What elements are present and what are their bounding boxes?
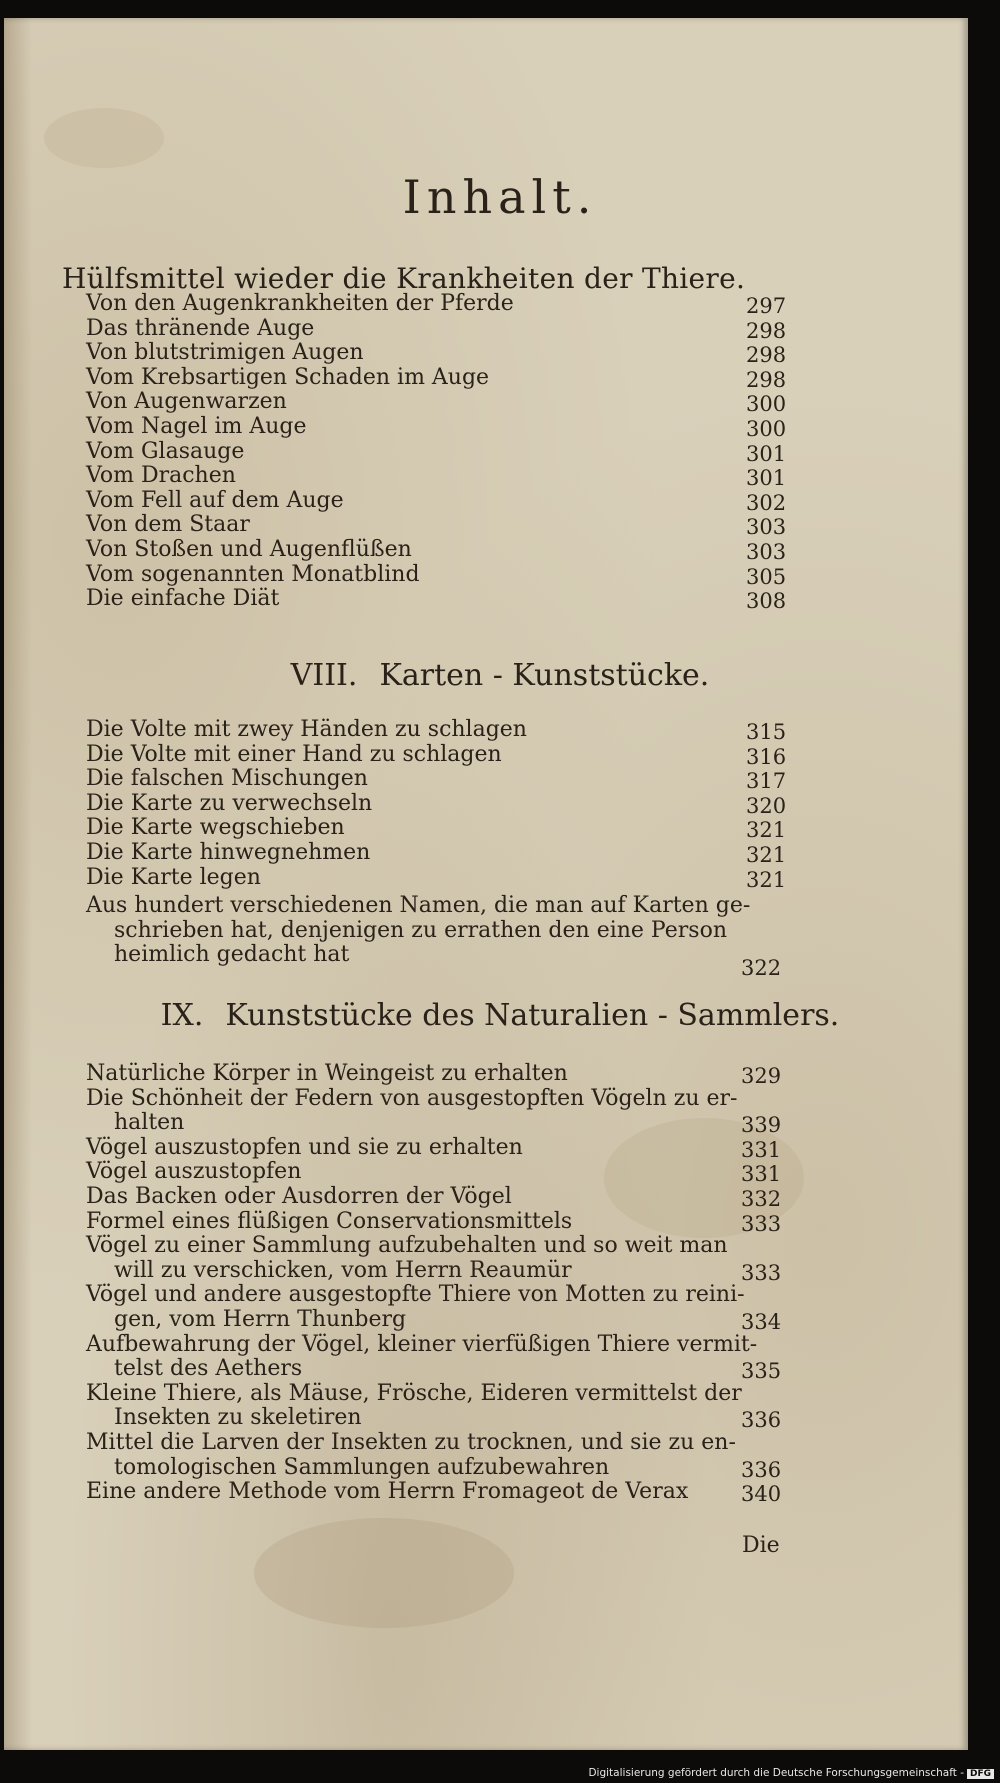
entry-line: Insekten zu skeletiren	[114, 1405, 362, 1431]
page-number: 316	[746, 744, 787, 769]
page-number: 301	[746, 441, 787, 466]
page-number: 298	[746, 367, 787, 392]
entry-line: tomologischen Sammlungen aufzubewahren	[114, 1454, 610, 1480]
paper-stain	[254, 1518, 514, 1628]
eye-disease-entries	[86, 292, 786, 612]
toc-entry	[86, 366, 786, 391]
page-number: 336	[741, 1408, 782, 1433]
entry-line: Vögel zu einer Sammlung aufzubehalten und so weit man	[86, 1233, 728, 1259]
entry-title: Die Karte zu verwechseln	[86, 790, 373, 816]
page-number: 331	[741, 1162, 782, 1187]
entry-line: telst des Aethers	[114, 1356, 303, 1382]
toc-entry	[86, 866, 786, 891]
toc-entry	[86, 792, 786, 817]
toc-entry	[86, 1429, 782, 1482]
toc-entry	[86, 1061, 782, 1088]
chapter-viii-entries	[86, 718, 786, 890]
page-number: 300	[746, 392, 787, 417]
chapter-ix-number: IX.	[160, 998, 204, 1033]
toc-entry	[86, 718, 786, 743]
page-number: 332	[741, 1186, 782, 1211]
section-heading: Hülfsmittel wieder die Krankheiten der Thiere.	[62, 262, 746, 295]
entry-line: schrieben hat, denjenigen zu errathen den eine Person	[114, 917, 727, 943]
toc-entry	[86, 563, 786, 588]
page-number: 297	[746, 294, 787, 318]
entry-line: Die Schönheit der Federn von ausgestopften Vögeln zu er-	[86, 1085, 738, 1111]
dfg-logo: DFG	[967, 1769, 994, 1779]
page-number: 298	[746, 343, 787, 368]
page-number: 302	[746, 490, 787, 515]
entry-line: Vögel auszustopfen und sie zu erhalten	[86, 1134, 523, 1160]
entry-title: Von dem Staar	[86, 512, 250, 538]
chapter-ix-heading	[0, 998, 1000, 1033]
entry-line: Vögel und andere ausgestopfte Thiere von Motten zu reini-	[86, 1282, 745, 1308]
toc-entry	[86, 743, 786, 768]
page-number: 321	[746, 867, 787, 892]
toc-entry	[86, 464, 786, 489]
page-number: 320	[746, 793, 787, 818]
toc-entry	[86, 415, 786, 440]
entry-line: Das Backen oder Ausdorren der Vögel	[86, 1183, 512, 1209]
catchword: Die	[742, 1533, 780, 1558]
page-number: 321	[746, 818, 787, 843]
entry-title: Das thränende Auge	[86, 315, 315, 341]
toc-entry	[86, 767, 786, 792]
entry-title: Von den Augenkrankheiten der Pferde	[86, 291, 514, 316]
toc-entry	[86, 816, 786, 841]
page-number: 317	[746, 769, 787, 794]
chapter-viii-number: VIII.	[290, 658, 358, 693]
toc-entry	[86, 1479, 782, 1507]
page-number: 300	[746, 416, 787, 441]
toc-entry	[86, 538, 786, 563]
entry-line: Aus hundert verschiedenen Namen, die man auf Karten ge-	[86, 893, 751, 918]
entry-title: Vom Krebsartigen Schaden im Auge	[86, 364, 490, 390]
entry-title: Vom Drachen	[86, 463, 236, 489]
page-title: Inhalt.	[402, 170, 598, 224]
entry-title: Die falschen Mischungen	[86, 766, 368, 792]
chapter-viii-long-entry-block	[86, 893, 786, 980]
page-number: 321	[746, 842, 787, 867]
page-number: 298	[746, 318, 787, 343]
entry-title: Die einfache Diät	[86, 586, 280, 612]
entry-title: Vom Glasauge	[86, 438, 245, 464]
entry-line: heimlich gedacht hat	[114, 942, 350, 968]
entry-line: Vögel auszustopfen	[86, 1159, 302, 1185]
toc-entry	[86, 489, 786, 514]
toc-entry	[86, 341, 786, 366]
digitization-footer	[588, 1767, 994, 1779]
toc-entry	[86, 1159, 782, 1187]
toc-entry	[86, 1134, 782, 1162]
toc-entry	[86, 1208, 782, 1236]
page-number: 301	[746, 466, 787, 491]
entry-line: Formel eines flüßigen Conservationsmittels	[86, 1208, 573, 1234]
toc-entry	[86, 893, 751, 968]
page-number: 329	[741, 1064, 782, 1088]
entry-title: Von blutstrimigen Augen	[86, 340, 364, 366]
entry-title: Die Karte legen	[86, 864, 261, 890]
page-number: 303	[746, 539, 787, 564]
entry-title: Die Volte mit zwey Händen zu schlagen	[86, 717, 527, 742]
page-number: 303	[746, 515, 787, 540]
page-number: 308	[746, 589, 787, 614]
toc-entry	[86, 841, 786, 866]
entry-title: Die Karte wegschieben	[86, 815, 345, 841]
toc-entry	[86, 440, 786, 465]
page-number: 335	[741, 1359, 782, 1384]
toc-entry	[86, 317, 786, 342]
toc-entry	[86, 1183, 782, 1211]
entry-line: Eine andere Methode vom Herrn Fromageot de Verax	[86, 1479, 689, 1505]
footer-text: Digitalisierung gefördert durch die Deutsche Forschungsgemeinschaft -	[588, 1767, 964, 1779]
page-number: 339	[741, 1113, 782, 1138]
page-number: 315	[746, 720, 787, 744]
entry-title: Vom Fell auf dem Auge	[86, 487, 344, 513]
page-number: 334	[741, 1309, 782, 1334]
toc-entry	[86, 1085, 782, 1138]
entry-title: Die Karte hinwegnehmen	[86, 839, 371, 865]
chapter-viii-title: Karten - Kunststücke.	[379, 658, 710, 693]
entry-title: Von Stoßen und Augenflüßen	[86, 536, 412, 562]
entry-line: Aufbewahrung der Vögel, kleiner vierfüßigen Thiere vermit-	[86, 1331, 758, 1357]
entry-line: Mittel die Larven der Insekten zu trocknen, und sie zu en-	[86, 1429, 736, 1455]
entry-line: Kleine Thiere, als Mäuse, Frösche, Eideren vermittelst der	[86, 1380, 742, 1406]
page-number: 305	[746, 564, 787, 589]
page-number: 331	[741, 1137, 782, 1162]
toc-entry	[86, 587, 786, 612]
entry-line: gen, vom Herrn Thunberg	[114, 1306, 407, 1332]
entry-line: Natürliche Körper in Weingeist zu erhalten	[86, 1061, 568, 1086]
toc-entry	[86, 1380, 782, 1433]
entry-title: Von Augenwarzen	[86, 389, 287, 415]
entry-title: Vom sogenannten Monatblind	[86, 561, 420, 587]
toc-entry	[86, 1282, 782, 1334]
entry-title: Die Volte mit einer Hand zu schlagen	[86, 741, 502, 767]
page-number: 333	[741, 1211, 782, 1236]
chapter-ix-entries	[86, 1062, 786, 1505]
paper-stain	[44, 108, 164, 168]
toc-entry	[86, 390, 786, 415]
toc-entry	[86, 292, 786, 317]
entry-line: will zu verschicken, vom Herrn Reaumür	[114, 1257, 572, 1283]
entry-title: Vom Nagel im Auge	[86, 413, 307, 439]
page-number: 340	[741, 1482, 782, 1507]
toc-entry	[86, 513, 786, 538]
toc-entry	[86, 1233, 782, 1285]
chapter-ix-title: Kunststücke des Naturalien - Sammlers.	[225, 998, 840, 1033]
entry-line: halten	[114, 1110, 185, 1136]
toc-entry	[86, 1331, 782, 1384]
page-number: 333	[741, 1260, 782, 1285]
page-number: 336	[741, 1457, 782, 1482]
page-number: 322	[741, 956, 782, 980]
chapter-viii-heading	[0, 658, 1000, 693]
